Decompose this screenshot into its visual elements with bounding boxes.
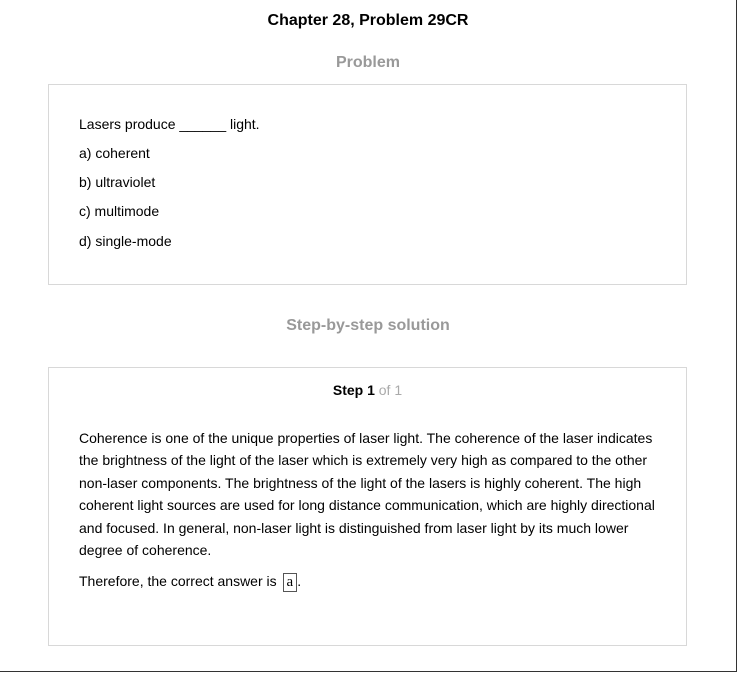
answer-suffix: .: [297, 573, 302, 589]
solution-box: [48, 367, 687, 646]
solution-heading: Step-by-step solution: [286, 317, 450, 334]
option-b: b) ultraviolet: [79, 174, 156, 190]
answer-prefix: Therefore, the correct answer is: [79, 573, 277, 589]
option-c: c) multimode: [79, 203, 160, 219]
problem-box: [48, 84, 687, 285]
problem-question: Lasers produce ______ light.: [79, 116, 260, 132]
page-title: Chapter 28, Problem 29CR: [267, 12, 469, 29]
solution-explanation: Coherence is one of the unique properties of laser light. The coherence of the laser indicates the brightness of the light of the laser which is extremely very high as compared to the other non-laser components. The brightness of the light of the lasers is highly coherent. The high coherent light sources are used for long distance communication, which are highly directional and focused. In general, non-laser light is distinguished from laser light by its much lower degree of coherence.: [79, 430, 655, 559]
option-a: a) coherent: [79, 145, 150, 161]
step-total: of 1: [378, 382, 403, 398]
step-number: Step 1: [332, 382, 375, 398]
step-indicator: [49, 381, 686, 399]
option-d: d) single-mode: [79, 233, 172, 249]
answer-line: [79, 570, 301, 592]
answer-box: a: [283, 573, 298, 592]
problem-heading: Problem: [335, 54, 400, 71]
